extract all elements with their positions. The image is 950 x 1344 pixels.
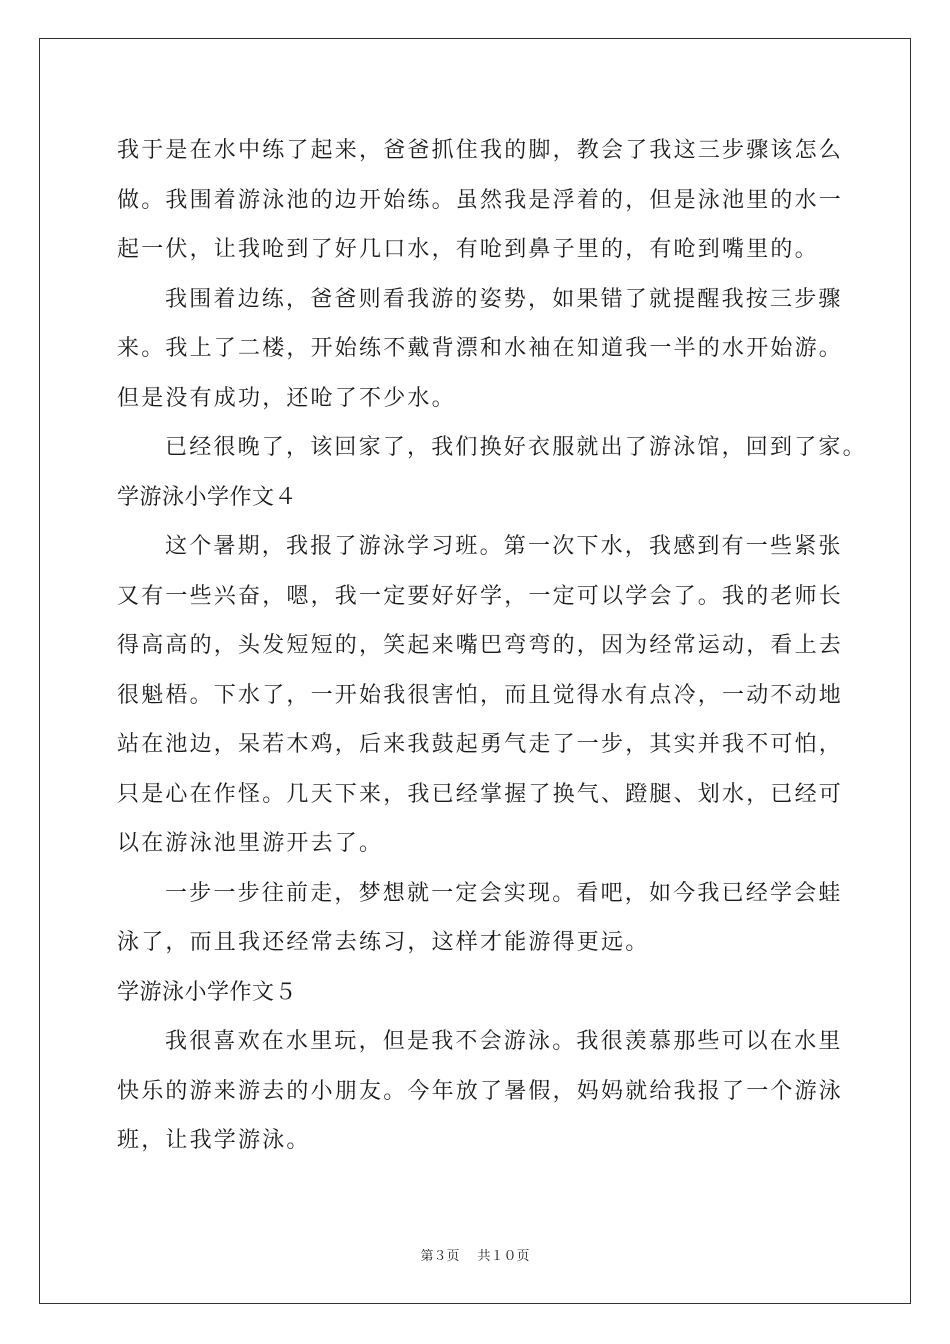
page-number-current: 第３页 <box>420 1249 460 1264</box>
paragraph-start-line: 一步一步往前走，梦想就一定会实现。看吧，如今我已经学会蛙 <box>165 880 843 906</box>
text-line: 得高高的，头发短短的，笑起来嘴巴弯弯的，因为经常运动，看上去 <box>117 633 844 658</box>
text-line: 但是没有成功，还呛了不少水。 <box>117 385 456 411</box>
section-heading: 学游泳小学作文５ <box>117 979 298 1005</box>
text-line: 我于是在水中练了起来，爸爸抓住我的脚，教会了我这三步骤该怎么 <box>117 138 844 163</box>
text-line: 泳了，而且我还经常去练习，这样才能游得更远。 <box>117 930 650 955</box>
text-line: 又有一些兴奋，嗯，我一定要好好学，一定可以学会了。我的老师长 <box>117 583 844 609</box>
paragraph-start-line: 已经很晚了，该回家了，我们换好衣服就出了游泳馆，回到了家。 <box>165 435 867 460</box>
text-line: 班，让我学游泳。 <box>117 1128 311 1153</box>
page-footer <box>0 1245 950 1264</box>
text-line: 做。我围着游泳池的边开始练。虽然我是浮着的，但是泳池里的水一 <box>117 187 844 213</box>
text-line: 以在游泳池里游开去了。 <box>117 831 384 856</box>
paragraph-start-line: 我很喜欢在水里玩，但是我不会游泳。我很羡慕那些可以在水里 <box>165 1029 843 1054</box>
paragraph-start-line: 这个暑期，我报了游泳学习班。第一次下水，我感到有一些紧张 <box>165 534 843 559</box>
text-line: 站在池边，呆若木鸡，后来我鼓起勇气走了一步，其实并我不可怕， <box>117 732 844 757</box>
paragraph-start-line: 我围着边练，爸爸则看我游的姿势，如果错了就提醒我按三步骤 <box>165 286 843 312</box>
document-body <box>117 126 867 1166</box>
text-line: 很魁梧。下水了，一开始我很害怕，而且觉得水有点冷，一动不动地 <box>117 682 844 708</box>
page-number-total: 共１０页 <box>477 1249 530 1264</box>
text-line: 快乐的游来游去的小朋友。今年放了暑假，妈妈就给我报了一个游泳 <box>117 1078 844 1104</box>
text-line: 起一伏，让我呛到了好几口水，有呛到鼻子里的，有呛到嘴里的。 <box>117 237 819 262</box>
section-heading: 学游泳小学作文４ <box>117 484 298 510</box>
text-line: 只是心在作怪。几天下来，我已经掌握了换气、蹬腿、划水，已经可 <box>117 781 844 807</box>
text-line: 来。我上了二楼，开始练不戴背漂和水袖在知道我一半的水开始游。 <box>117 336 844 361</box>
